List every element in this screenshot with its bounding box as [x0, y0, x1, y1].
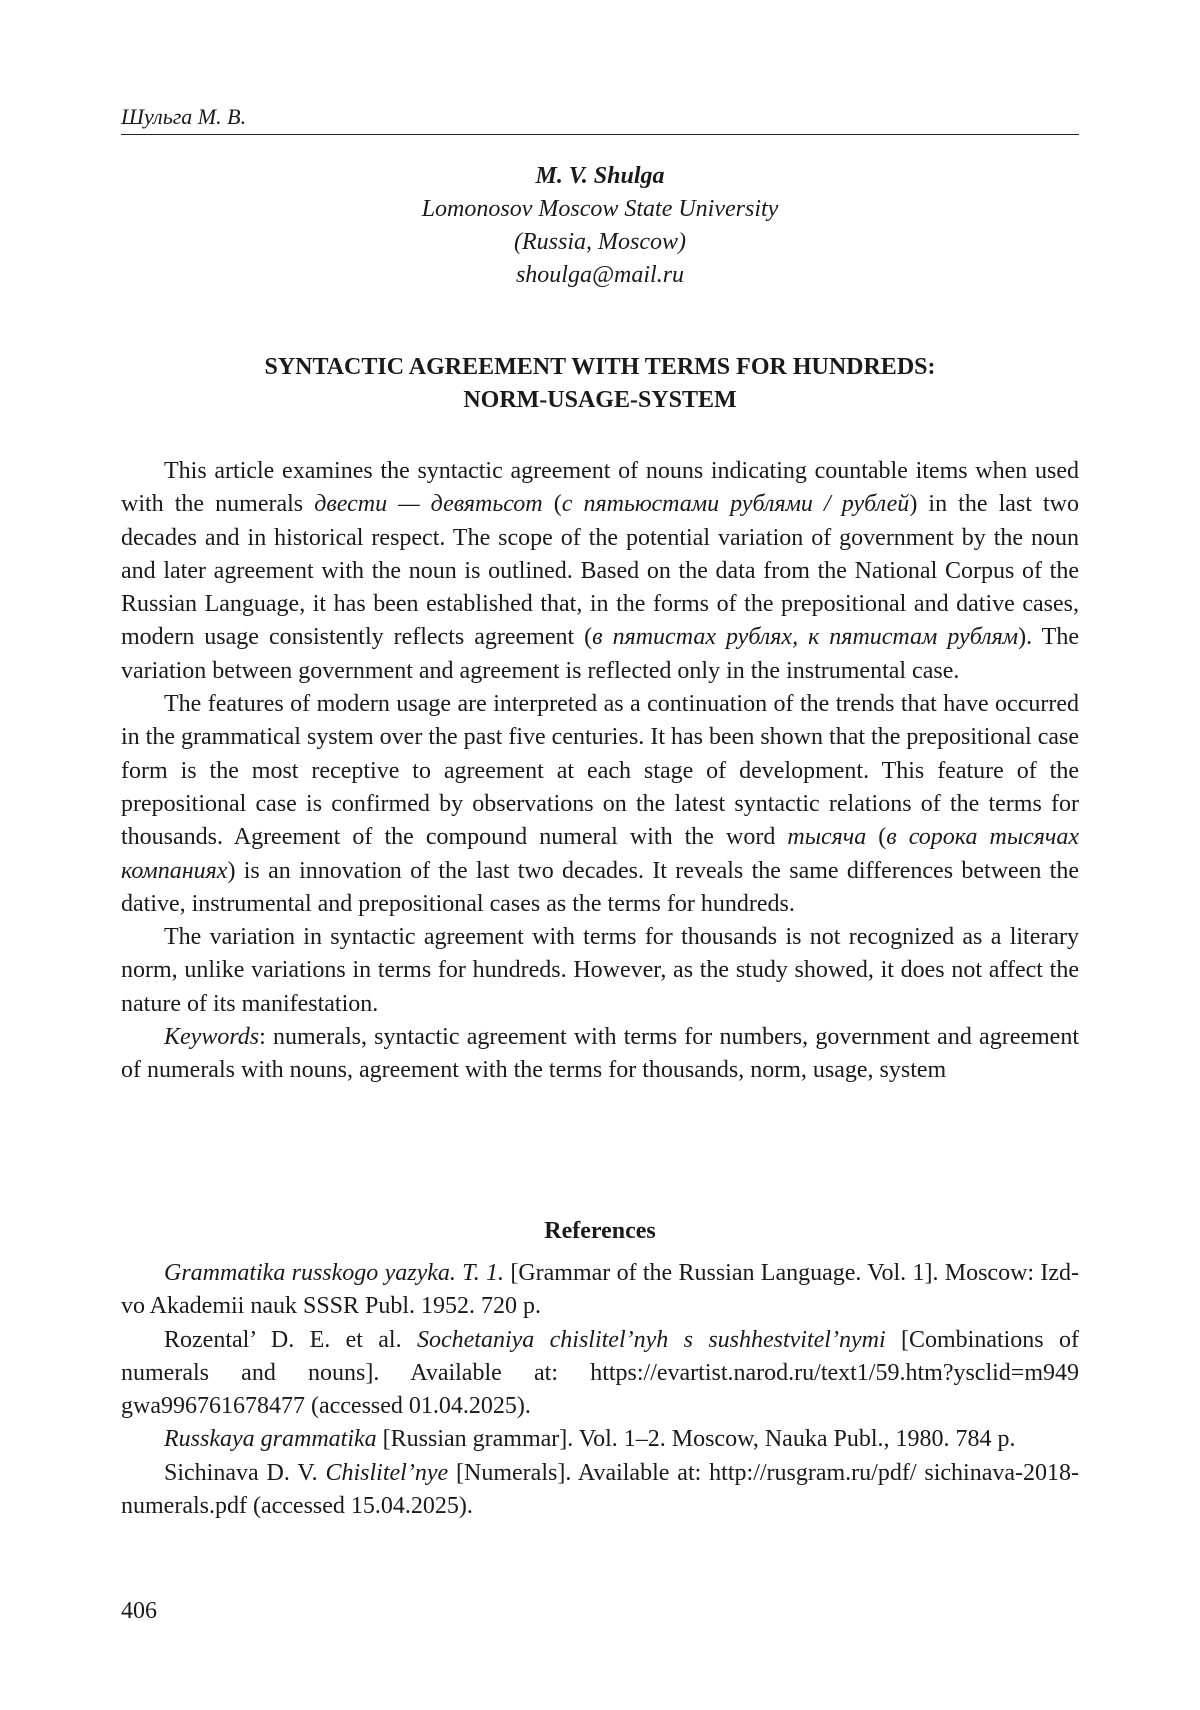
- reference-item: [121, 1257, 1079, 1324]
- reference-title: Chislitel’nye: [325, 1459, 449, 1486]
- references-heading: References: [544, 1218, 656, 1244]
- title-line-1: SYNTACTIC AGREEMENT WITH TERMS FOR HUNDREDS:: [264, 354, 936, 380]
- text-run: ). The variation between government and agreement is reflected only in the instrumental case.: [121, 624, 1079, 684]
- author-email: shoulga@mail.ru: [515, 262, 685, 288]
- abstract: [121, 455, 1079, 1088]
- page-number: 406: [121, 1598, 157, 1624]
- reference-title: Sochetaniya chislitel’nyh s sushhestvitel’nymi: [416, 1326, 886, 1353]
- header-rule: [121, 134, 1079, 135]
- text-run: The features of modern usage are interpreted as a continuation of the trends that have occurred in the grammatical system over the past five centuries. It has been shown that the prepositional case form is the most receptive to agreement at each stage of development. This feature of the prepositional case is confirmed by observations on the latest syntactic relations of the terms for thousands. Agreement of the compound numeral with the word: [121, 691, 1079, 851]
- text-run: This article examines the syntactic agreement of nouns indicating countable items when used with the numerals: [121, 458, 1079, 518]
- reference-item: [121, 1423, 1079, 1456]
- italic-example: с пятьюстами рублями / рублей: [561, 491, 910, 518]
- keywords-label: Keywords: [164, 1024, 260, 1051]
- article-title: [121, 351, 1079, 417]
- running-head: Шульга М. В.: [121, 104, 247, 129]
- reference-author: Rozental’ D. E. et al.: [164, 1326, 417, 1353]
- reference-details: [Numerals]. Available at: http://rusgram.ru/pdf/ sichinava-2018-numerals.pdf (accessed 15.04.2025).: [121, 1459, 1080, 1520]
- abstract-paragraph-3: The variation in syntactic agreement with terms for thousands is not recognized as a literary norm, unlike variations in terms for hundreds. However, as the study showed, it does not affect the nature of its manifestation.: [121, 924, 1079, 1017]
- abstract-paragraph-2: [121, 688, 1079, 921]
- author-affiliation: Lomonosov Moscow State University: [421, 196, 779, 222]
- reference-details: [Combinations of numerals and nouns]. Available at: https://evartist.narod.ru/text1/59.htm?ysclid=m949 gwa996761678477 (accessed 01.04.2025).: [121, 1326, 1080, 1420]
- reference-title: Russkaya grammatika: [164, 1426, 377, 1453]
- reference-item: [121, 1324, 1079, 1424]
- author-name: M. V. Shulga: [535, 163, 665, 189]
- title-line-2: NORM-USAGE-SYSTEM: [463, 387, 737, 413]
- italic-example: двести — девятьсот: [314, 491, 543, 518]
- italic-example: в пятистах рублях, к пятистам рублям: [592, 624, 1019, 651]
- keywords-text: : numerals, syntactic agreement with terms for numbers, government and agreement of numerals with nouns, agreement with the terms for thousands, norm, usage, system: [121, 1024, 1079, 1084]
- reference-author: Sichinava D. V.: [164, 1459, 326, 1486]
- reference-details: [Russian grammar]. Vol. 1–2. Moscow, Nauka Publ., 1980. 784 p.: [376, 1426, 1016, 1453]
- reference-details: [Grammar of the Russian Language. Vol. 1]. Moscow: Izd-vo Akademii nauk SSSR Publ. 1952. 720 p.: [121, 1260, 1080, 1320]
- abstract-paragraph-1: [121, 455, 1079, 688]
- italic-example: тысяча: [787, 824, 867, 851]
- reference-item: [121, 1457, 1079, 1524]
- text-run: ) in the last two decades and in historical respect. The scope of the potential variation of government by the noun and later agreement with the noun is outlined. Based on the data from the National Corpus of the Russian Language, it has been established that, in the forms of the prepositional and dative cases, modern usage consistently reflects agreement (: [121, 491, 1079, 651]
- author-block: [121, 160, 1079, 292]
- italic-example: в сорока тысячах компаниях: [121, 824, 1079, 884]
- text-run: (: [542, 491, 562, 518]
- references-list: [121, 1257, 1079, 1523]
- keywords: [121, 1021, 1079, 1088]
- reference-title: Grammatika russkogo yazyka. T. 1.: [164, 1260, 505, 1286]
- author-location: (Russia, Moscow): [514, 229, 686, 255]
- text-run: ) is an innovation of the last two decades. It reveals the same differences between the dative, instrumental and prepositional cases as the terms for hundreds.: [121, 857, 1079, 917]
- text-run: (: [866, 824, 887, 851]
